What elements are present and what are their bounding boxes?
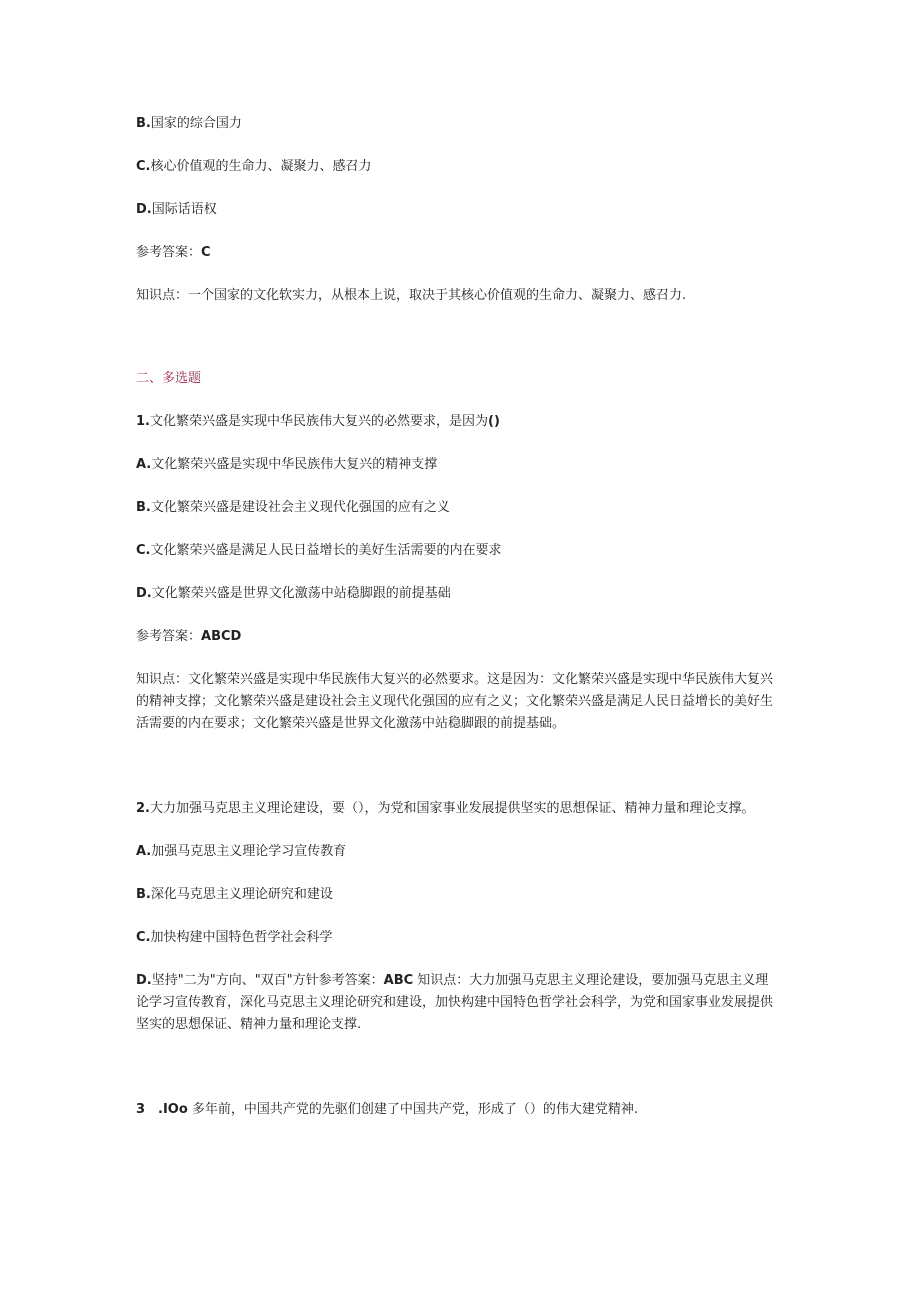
option-letter: B.: [136, 887, 151, 902]
question-number: 2.: [136, 801, 150, 816]
answer-value: C: [201, 245, 211, 260]
answer-value: ABCD: [201, 629, 242, 644]
q1-option-d: [136, 583, 784, 605]
q1-knowledge-line-3: 活需要的内在要求；文化繁荣兴盛是世界文化激荡中站稳脚跟的前提基础。: [136, 716, 566, 731]
question-stem-prefix: .IOo: [158, 1102, 188, 1117]
q1-option-a: [136, 454, 784, 476]
q-prev-knowledge: 知识点：一个国家的文化软实力，从根本上说，取决于其核心价值观的生命力、凝聚力、感召力.: [136, 288, 687, 303]
q2-stem: [136, 798, 784, 820]
q1-knowledge-line-1: 知识点：文化繁荣兴盛是实现中华民族伟大复兴的必然要求。这是因为：文化繁荣兴盛是实现中华民族伟大复兴: [136, 672, 774, 687]
question-blank: (): [488, 414, 500, 429]
option-letter: B.: [136, 116, 151, 131]
option-letter: D.: [136, 973, 152, 988]
option-text: 坚持"二为"方向、"双百"方针参考答案：: [151, 973, 384, 988]
q2-option-b: [136, 884, 784, 906]
option-letter: A.: [136, 844, 152, 859]
question-stem: 大力加强马克思主义理论建设，要（），为党和国家事业发展提供坚实的思想保证、精神力量和理论支撑。: [149, 801, 755, 816]
q-prev-option-b: [136, 113, 784, 135]
q2-option-d-line-1: [136, 970, 784, 992]
option-letter: B.: [136, 500, 151, 515]
option-letter: A.: [136, 457, 152, 472]
q3-stem: [136, 1099, 784, 1121]
q1-stem: [136, 411, 784, 433]
q-prev-option-c: [136, 156, 784, 178]
option-text: 文化繁荣兴盛是满足人民日益增长的美好生活需要的内在要求: [150, 543, 502, 558]
answer-label: 参考答案：: [136, 245, 202, 260]
q2-option-d-line-2: 论学习宣传教育，深化马克思主义理论研究和建设，加快构建中国特色哲学社会科学，为党和国家事业发展提供: [136, 995, 774, 1010]
answer-value: ABC: [383, 973, 414, 988]
q1-option-b: [136, 497, 784, 519]
knowledge-text: 知识点：大力加强马克思主义理论建设，要加强马克思主义理: [413, 973, 769, 988]
option-text: 国际话语权: [151, 202, 217, 217]
option-text: 文化繁荣兴盛是实现中华民族伟大复兴的精神支撑: [151, 457, 438, 472]
option-text: 文化繁荣兴盛是世界文化激荡中站稳脚跟的前提基础: [151, 586, 451, 601]
option-letter: D.: [136, 202, 152, 217]
option-letter: D.: [136, 586, 152, 601]
q2-option-d-line-3: 坚实的思想保证、精神力量和理论支撑.: [136, 1017, 362, 1032]
option-text: 加快构建中国特色哲学社会科学: [150, 930, 333, 945]
option-letter: C.: [136, 159, 151, 174]
option-text: 国家的综合国力: [150, 116, 242, 131]
q-prev-answer: [136, 242, 784, 264]
question-stem: 文化繁荣兴盛是实现中华民族伟大复兴的必然要求，是因为: [149, 414, 488, 429]
q1-option-c: [136, 540, 784, 562]
option-letter: C.: [136, 543, 151, 558]
option-text: 核心价值观的生命力、凝聚力、感召力: [150, 159, 372, 174]
q2-option-c: [136, 927, 784, 949]
q2-option-a: [136, 841, 784, 863]
q1-answer: [136, 626, 784, 648]
option-text: 深化马克思主义理论研究和建设: [150, 887, 333, 902]
question-stem: 多年前，中国共产党的先驱们创建了中国共产党，形成了（）的伟大建党精神.: [187, 1102, 639, 1117]
option-letter: C.: [136, 930, 151, 945]
answer-label: 参考答案：: [136, 629, 202, 644]
q-prev-option-d: [136, 199, 784, 221]
option-text: 文化繁荣兴盛是建设社会主义现代化强国的应有之义: [150, 500, 450, 515]
question-number: 3: [136, 1102, 146, 1117]
question-number: 1.: [136, 414, 150, 429]
section-title: 二、多选题: [136, 371, 202, 386]
q1-knowledge-line-2: 的精神支撑；文化繁荣兴盛是建设社会主义现代化强国的应有之义；文化繁荣兴盛是满足人民日益增长的美好生: [136, 694, 774, 709]
option-text: 加强马克思主义理论学习宣传教育: [151, 844, 347, 859]
